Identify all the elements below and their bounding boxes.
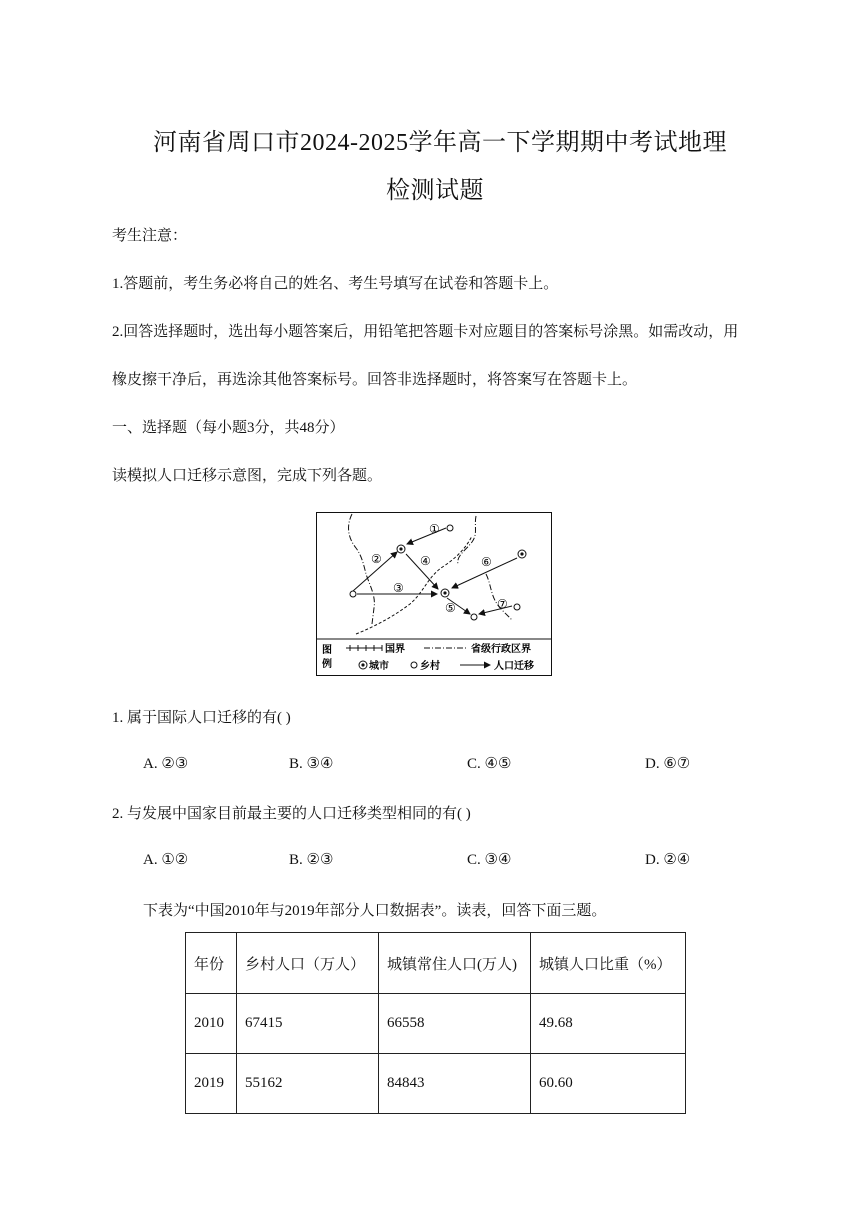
notice-item-2-line-2: 橡皮擦干净后，再选涂其他答案标号。回答非选择题时，将答案写在答题卡上。 [112, 372, 638, 388]
map-label-6: ⑥ [481, 555, 492, 569]
table-cell: 2019 [186, 1054, 237, 1114]
migration-map-svg [316, 512, 552, 676]
village-marker [514, 604, 520, 610]
question-1-option-b[interactable]: B. ③④ [289, 756, 334, 772]
map-label-4: ④ [420, 554, 431, 568]
question-2-option-d[interactable]: D. ②④ [645, 852, 691, 868]
table-header-cell: 年份 [186, 933, 237, 994]
question-1-option-c[interactable]: C. ④⑤ [467, 756, 512, 772]
question-2-option-a[interactable]: A. ①② [143, 852, 189, 868]
question-2-stem: 2. 与发展中国家目前最主要的人口迁移类型相同的有( ) [112, 806, 471, 822]
question-2-option-c[interactable]: C. ③④ [467, 852, 512, 868]
table-header-cell: 乡村人口（万人） [237, 933, 379, 994]
table-cell: 84843 [379, 1054, 531, 1114]
table-cell: 49.68 [531, 994, 686, 1054]
city-marker [441, 589, 449, 597]
question-1-option-a[interactable]: A. ②③ [143, 756, 189, 772]
legend-city-symbol [359, 661, 367, 669]
city-marker [397, 545, 405, 553]
map-label-1: ① [429, 522, 440, 536]
legend-village-symbol [411, 662, 417, 668]
notice-item-2-line-1: 2.回答选择题时，选出每小题答案后，用铅笔把答题卡对应题目的答案标号涂黑。如需改动，用 [112, 324, 739, 340]
table-row [186, 994, 686, 1054]
question-2-option-b[interactable]: B. ②③ [289, 852, 334, 868]
section-intro: 读模拟人口迁移示意图，完成下列各题。 [112, 468, 383, 484]
table-header-row [186, 933, 686, 994]
map-label-2: ② [371, 552, 382, 566]
notice-heading: 考生注意： [112, 228, 188, 244]
page-title-line2: 检测试题 [386, 178, 484, 204]
legend-title-2: 例 [322, 659, 332, 670]
legend-province-label: 省级行政区界 [471, 644, 531, 655]
map-label-3: ③ [393, 581, 404, 595]
section-heading: 一、选择题（每小题3分，共48分） [112, 420, 345, 436]
village-marker [471, 614, 477, 620]
table-cell: 2010 [186, 994, 237, 1054]
table-intro: 下表为“中国2010年与2019年部分人口数据表”。读表，回答下面三题。 [143, 903, 607, 919]
legend-title-1: 图 [322, 645, 332, 656]
legend-border-label: 国界 [385, 644, 405, 655]
question-1-stem: 1. 属于国际人口迁移的有( ) [112, 710, 291, 726]
legend-village-label: 乡村 [420, 661, 440, 672]
notice-item-1: 1.答题前，考生务必将自己的姓名、考生号填写在试卷和答题卡上。 [112, 276, 559, 292]
legend-migration-label: 人口迁移 [494, 661, 534, 672]
table-row [186, 1054, 686, 1114]
village-marker [447, 525, 453, 531]
population-data-table [185, 932, 686, 1114]
map-label-7: ⑦ [497, 597, 508, 611]
legend-city-label: 城市 [369, 661, 389, 672]
table-header-cell: 城镇常住人口(万人) [379, 933, 531, 994]
migration-map-figure [316, 512, 552, 676]
question-1-option-d[interactable]: D. ⑥⑦ [645, 756, 691, 772]
table-cell: 60.60 [531, 1054, 686, 1114]
table-header-cell: 城镇人口比重（%） [531, 933, 686, 994]
city-marker [518, 550, 526, 558]
table-cell: 66558 [379, 994, 531, 1054]
village-marker [350, 591, 356, 597]
table-cell: 55162 [237, 1054, 379, 1114]
map-label-5: ⑤ [445, 601, 456, 615]
table-cell: 67415 [237, 994, 379, 1054]
page-title: 河南省周口市2024-2025学年高一下学期期中考试地理 [153, 130, 727, 156]
